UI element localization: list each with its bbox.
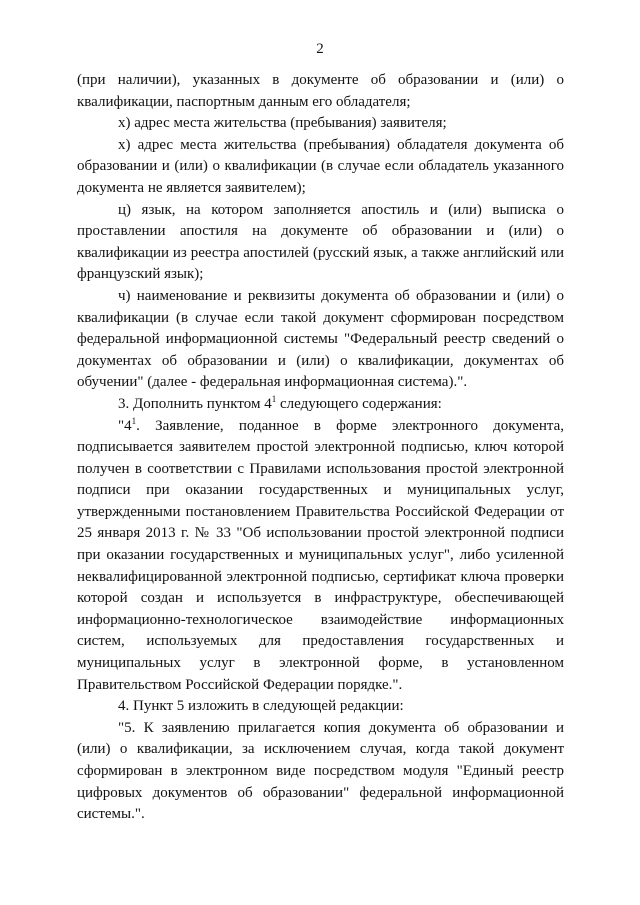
clause-4-1-superscript: 1	[131, 415, 137, 426]
paragraph-clause-5: "5. К заявлению прилагается копия документа об образовании и (или) о квалификации, за исключением случая, когда такой документ сформирован в электронном виде посредством модуля "Единый реестр цифровых документов об образовании" федеральной информационной системы.".	[77, 719, 564, 823]
paragraph-holder-data-continuation: (при наличии), указанных в документе об образовании и (или) о квалификации, паспортным данным его обладателя;	[77, 72, 564, 110]
amendment-3-text-after: следующего содержания:	[276, 395, 442, 412]
paragraph-amendment-4: 4. Пункт 5 изложить в следующей редакции:	[118, 698, 404, 715]
amendment-3-text-before: 3. Дополнить пунктом 4	[118, 395, 272, 412]
page-number: 2	[316, 41, 324, 57]
amendment-3-superscript: 1	[271, 393, 277, 404]
paragraph-item-apostille-language: ц) язык, на котором заполняется апостиль и (или) выписка о проставлении апостиля на документе об образовании и (или) о квалификации из реестра апостилей (русский язык, а также английский или французский язык);	[77, 201, 564, 283]
paragraph-clause-4-1	[77, 416, 564, 697]
paragraph-item-applicant-address: х) адрес места жительства (пребывания) заявителя;	[118, 115, 447, 132]
paragraph-item-holder-address: х) адрес места жительства (пребывания) обладателя документа об образовании и (или) о квалификации (в случае если обладатель указанного документа не является заявителем);	[77, 136, 564, 196]
clause-4-1-text-before: "4	[118, 417, 132, 434]
paragraph-amendment-3	[77, 394, 564, 416]
paragraph-item-document-requisites: ч) наименование и реквизиты документа об образовании и (или) о квалификации (в случае если такой документ сформирован посредством федеральной информационной системы "Федеральный реестр сведений о документах об образовании и (или) о квалификации, документах об обучении" (далее - федеральная информационная система).".	[77, 287, 564, 391]
document-body	[77, 70, 564, 826]
clause-4-1-text-after: . Заявление, поданное в форме электронного документа, подписывается заявителем простой электронной подписью, ключ которой получен в соответствии с Правилами использования простой электронной подписи при оказании государственных и муниципальных услуг, утвержденными постановлением Правительства Российской Федерации от 25 января 2013 г. № 33 "Об использовании простой электронной подписи при оказании государственных и муниципальных услуг", либо усиленной неквалифицированной электронной подписью, сертификат ключа проверки которой создан и используется в инфраструктуре, обеспечивающей информационно-технологическое взаимодействие информационных систем, используемых для предоставления государственных и муниципальных услуг в электронной форме, в установленном Правительством Российской Федерации порядке.".	[77, 417, 564, 693]
